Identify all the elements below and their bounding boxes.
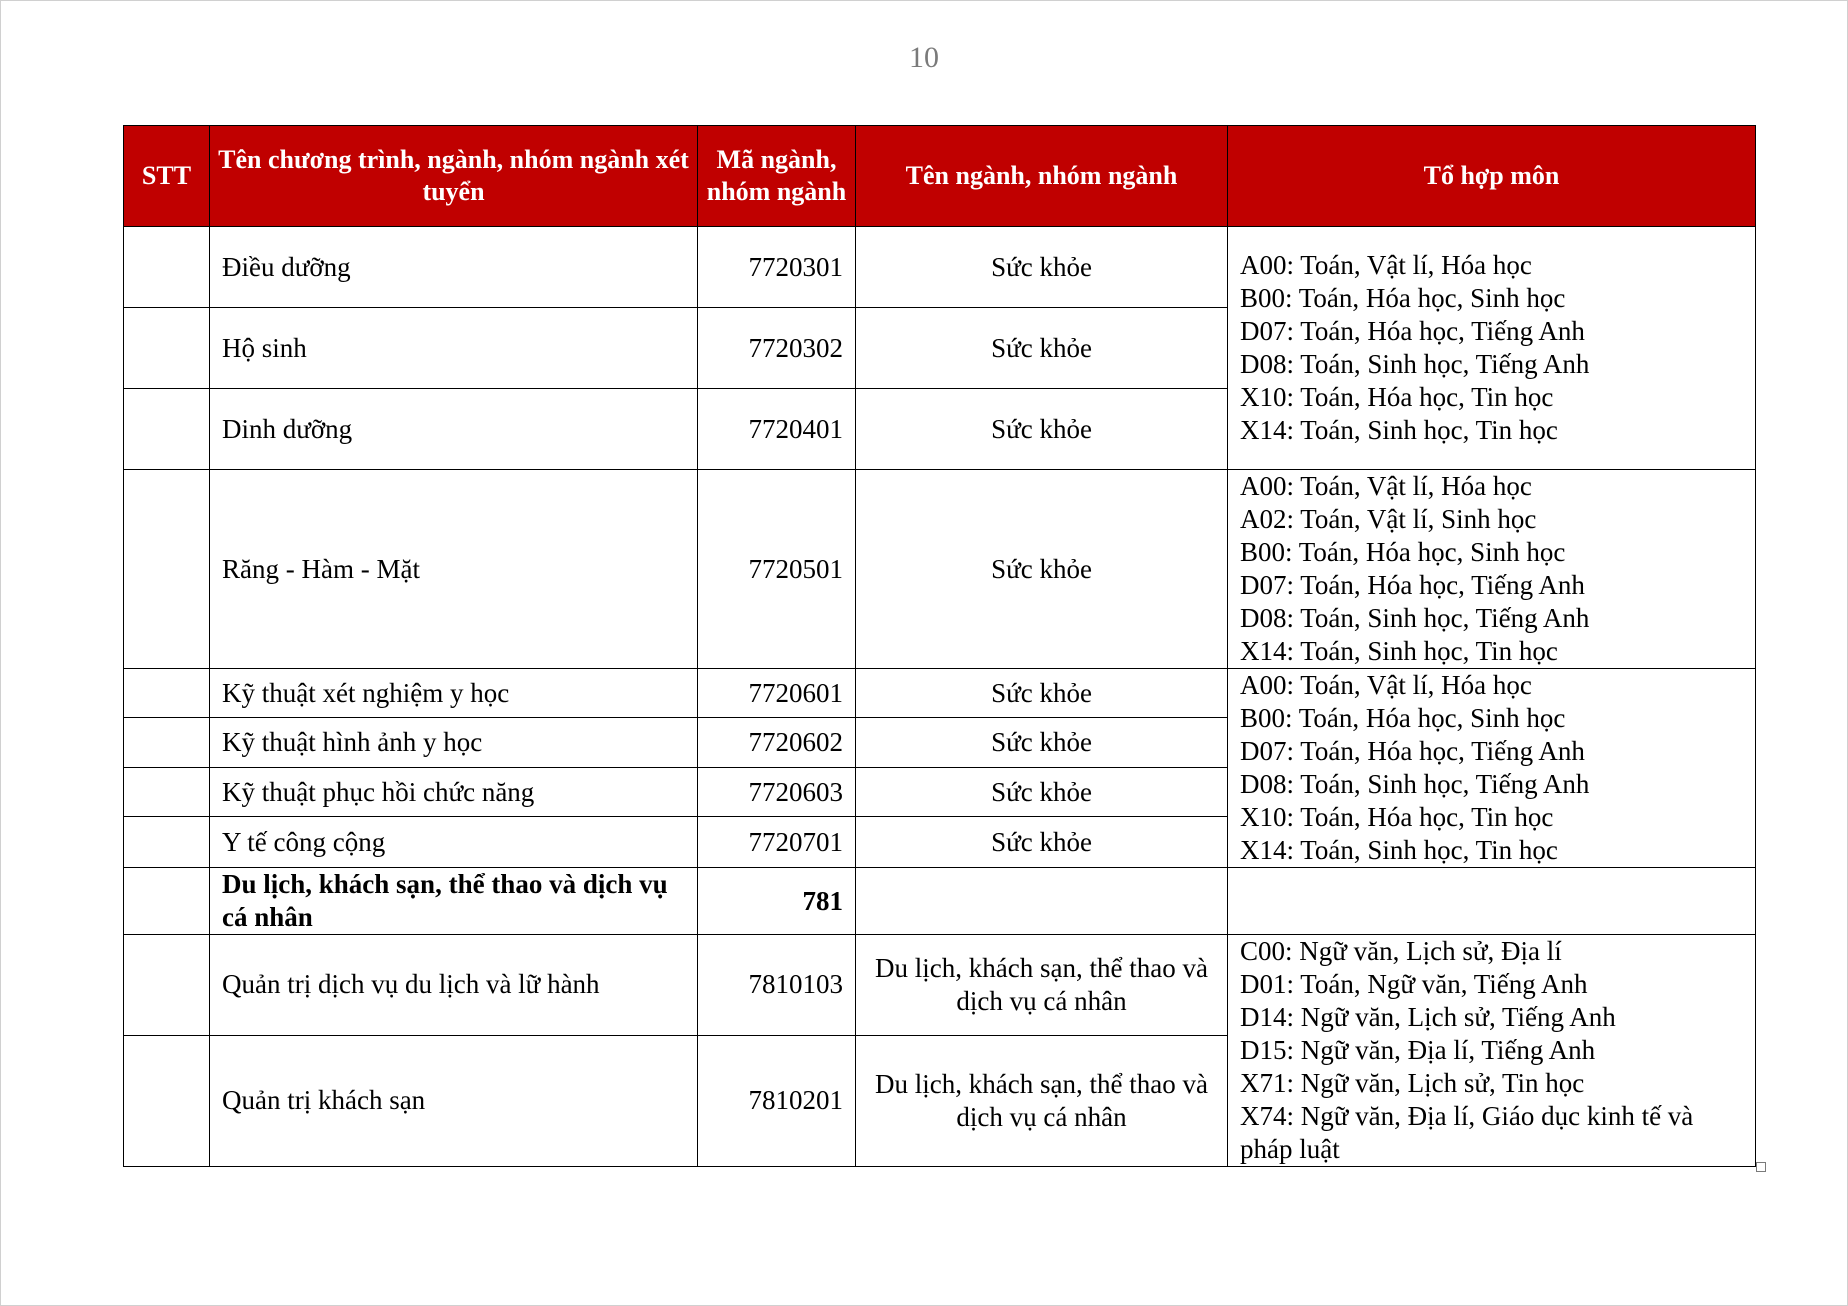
admissions-table	[123, 125, 1756, 1167]
row-code: 7720302	[698, 308, 856, 389]
subject-combination-line: D07: Toán, Hóa học, Tiếng Anh	[1240, 316, 1585, 346]
row-stt	[124, 227, 210, 308]
header-group: Tên ngành, nhóm ngành	[856, 126, 1228, 227]
subject-combination-line: X71: Ngữ văn, Lịch sử, Tin học	[1240, 1068, 1585, 1098]
subject-combination-line: D08: Toán, Sinh học, Tiếng Anh	[1240, 603, 1590, 633]
row-code: 7720601	[698, 669, 856, 718]
row-program: Y tế công cộng	[210, 817, 698, 868]
subject-combinations	[1228, 470, 1756, 669]
row-code: 7720401	[698, 389, 856, 470]
row-program: Hộ sinh	[210, 308, 698, 389]
row-program: Quản trị dịch vụ du lịch và lữ hành	[210, 935, 698, 1036]
table-row	[124, 227, 1756, 308]
subject-combination-line: B00: Toán, Hóa học, Sinh học	[1240, 283, 1566, 313]
subject-combination-line: D08: Toán, Sinh học, Tiếng Anh	[1240, 769, 1590, 799]
subject-combination-line: C00: Ngữ văn, Lịch sử, Địa lí	[1240, 936, 1562, 966]
row-group: Du lịch, khách sạn, thể thao và dịch vụ cá nhân	[856, 1035, 1228, 1166]
subject-combination-line: D07: Toán, Hóa học, Tiếng Anh	[1240, 736, 1585, 766]
table-row	[124, 669, 1756, 718]
subject-combinations	[1228, 935, 1756, 1167]
row-program: Dinh dưỡng	[210, 389, 698, 470]
subject-combination-line: X10: Toán, Hóa học, Tin học	[1240, 802, 1554, 832]
row-code: 7720501	[698, 470, 856, 669]
subject-combination-line: A00: Toán, Vật lí, Hóa học	[1240, 250, 1532, 280]
row-stt	[124, 868, 210, 935]
row-group: Sức khỏe	[856, 470, 1228, 669]
row-code: 7720603	[698, 767, 856, 816]
row-group: Sức khỏe	[856, 308, 1228, 389]
row-code: 7810103	[698, 935, 856, 1036]
subject-combination-line: D15: Ngữ văn, Địa lí, Tiếng Anh	[1240, 1035, 1596, 1065]
row-group: Sức khỏe	[856, 669, 1228, 718]
subject-combination-line: X14: Toán, Sinh học, Tin học	[1240, 835, 1558, 865]
row-code: 781	[698, 868, 856, 935]
row-program: Điều dưỡng	[210, 227, 698, 308]
table-row	[124, 935, 1756, 1036]
row-stt	[124, 718, 210, 767]
row-group: Sức khỏe	[856, 227, 1228, 308]
row-stt	[124, 817, 210, 868]
row-group	[856, 868, 1228, 935]
subject-combination-line: D07: Toán, Hóa học, Tiếng Anh	[1240, 570, 1585, 600]
subject-combination-line: B00: Toán, Hóa học, Sinh học	[1240, 703, 1566, 733]
row-stt	[124, 767, 210, 816]
row-stt	[124, 935, 210, 1036]
header-code: Mã ngành, nhóm ngành	[698, 126, 856, 227]
row-group: Sức khỏe	[856, 718, 1228, 767]
row-program: Du lịch, khách sạn, thể thao và dịch vụ cá nhân	[210, 868, 698, 935]
subject-combinations	[1228, 669, 1756, 868]
subject-combination-line: A00: Toán, Vật lí, Hóa học	[1240, 670, 1532, 700]
row-stt	[124, 669, 210, 718]
row-program: Răng - Hàm - Mặt	[210, 470, 698, 669]
subject-combination-line: A00: Toán, Vật lí, Hóa học	[1240, 471, 1532, 501]
subject-combination-line: X14: Toán, Sinh học, Tin học	[1240, 415, 1558, 445]
table-row-group-heading	[124, 868, 1756, 935]
table-row	[124, 470, 1756, 669]
subject-combination-line: D08: Toán, Sinh học, Tiếng Anh	[1240, 349, 1590, 379]
header-program: Tên chương trình, ngành, nhóm ngành xét tuyển	[210, 126, 698, 227]
row-group: Sức khỏe	[856, 817, 1228, 868]
row-code: 7720301	[698, 227, 856, 308]
subject-combination-line: D14: Ngữ văn, Lịch sử, Tiếng Anh	[1240, 1002, 1616, 1032]
table-resize-handle[interactable]	[1756, 1162, 1766, 1172]
subject-combination-line: X10: Toán, Hóa học, Tin học	[1240, 382, 1554, 412]
subject-combinations	[1228, 868, 1756, 935]
row-group: Sức khỏe	[856, 767, 1228, 816]
subject-combination-line: X74: Ngữ văn, Địa lí, Giáo dục kinh tế và pháp luật	[1240, 1101, 1694, 1164]
row-code: 7810201	[698, 1035, 856, 1166]
row-code: 7720701	[698, 817, 856, 868]
subject-combination-line: D01: Toán, Ngữ văn, Tiếng Anh	[1240, 969, 1588, 999]
page-number: 10	[909, 41, 939, 74]
row-program: Quản trị khách sạn	[210, 1035, 698, 1166]
row-stt	[124, 470, 210, 669]
subject-combination-line: B00: Toán, Hóa học, Sinh học	[1240, 537, 1566, 567]
subject-combination-line: X14: Toán, Sinh học, Tin học	[1240, 636, 1558, 666]
subject-combination-line: A02: Toán, Vật lí, Sinh học	[1240, 504, 1537, 534]
row-code: 7720602	[698, 718, 856, 767]
row-group: Sức khỏe	[856, 389, 1228, 470]
row-stt	[124, 308, 210, 389]
row-stt	[124, 389, 210, 470]
row-stt	[124, 1035, 210, 1166]
row-program: Kỹ thuật hình ảnh y học	[210, 718, 698, 767]
header-subjects: Tổ hợp môn	[1228, 126, 1756, 227]
header-stt: STT	[124, 126, 210, 227]
row-program: Kỹ thuật xét nghiệm y học	[210, 669, 698, 718]
subject-combinations	[1228, 227, 1756, 470]
row-group: Du lịch, khách sạn, thể thao và dịch vụ cá nhân	[856, 935, 1228, 1036]
row-program: Kỹ thuật phục hồi chức năng	[210, 767, 698, 816]
table-header-row	[124, 126, 1756, 227]
